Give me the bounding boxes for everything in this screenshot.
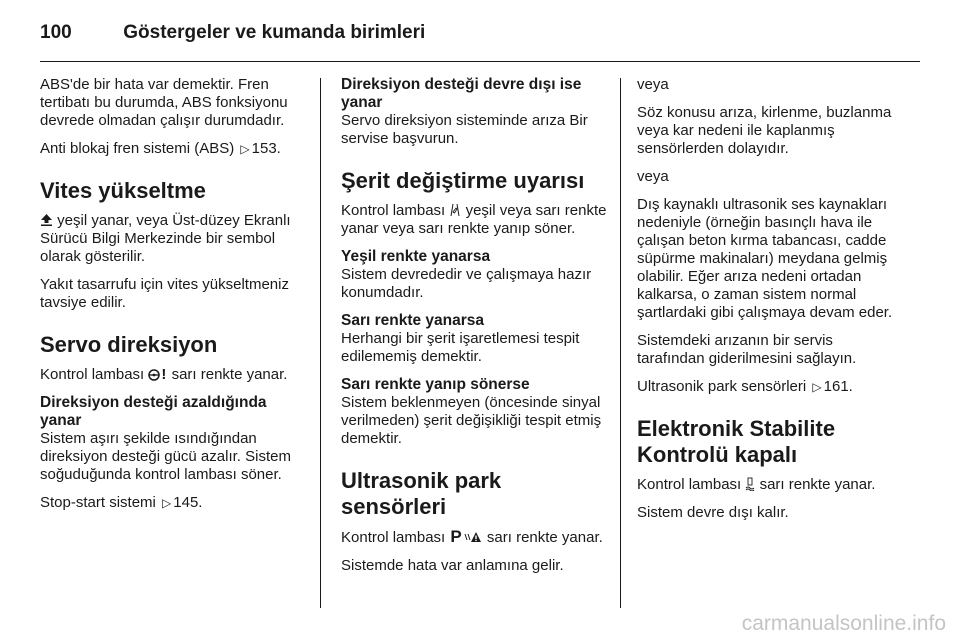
- heading-servo-direksiyon: Servo direksiyon: [40, 332, 218, 357]
- column-2: [341, 76, 609, 585]
- watermark: carmanualsonline.info: [741, 612, 946, 635]
- ultrasonik-reference: Ultrasonik park sensörleri ▷ 161.: [637, 378, 853, 395]
- reference-arrow-icon: ▷: [162, 496, 172, 510]
- servo-warning-symbol: !: [161, 366, 167, 383]
- vites-paragraph-1: yeşil yanar, veya Üst-düzey Ekranlı Sürücü Bilgi Merkezinde bir sembol olarak gösterilir.: [40, 212, 291, 265]
- park-sensor-letter: P: [450, 527, 462, 546]
- kirlenme-paragraph: Söz konusu arıza, kirlenme, buzlanma veya kar nedeni ile kaplanmış sensörlerden dolayıdır.: [637, 104, 892, 157]
- stop-start-reference: Stop-start sistemi ▷ 145.: [40, 494, 203, 511]
- steering-wheel-icon: [148, 369, 160, 381]
- yanip-paragraph: Sistem beklenmeyen (öncesinde sinyal verilmeden) şerit değişikliği tespit etmiş demektir.: [341, 394, 602, 447]
- page-title: Göstergeler ve kumanda birimleri: [123, 22, 426, 43]
- column-divider-1: [320, 78, 321, 608]
- abs-paragraph: ABS'de bir hata var demektir. Fren tertibatı bu durumda, ABS fonksiyonu devrede olmadan çalışır durumdadır.: [40, 76, 288, 129]
- devre-disi-paragraph: Servo direksiyon sisteminde arıza Bir servise başvurun.: [341, 112, 588, 147]
- lane-departure-icon: [449, 203, 461, 217]
- esc-paragraph-1: Kontrol lambası sarı renkte yanar.: [637, 476, 876, 493]
- esc-off-icon: [745, 477, 755, 491]
- heading-sari-yanip-sonerse: Sarı renkte yanıp sönerse: [341, 376, 530, 393]
- park-sensor-icon: [463, 530, 483, 544]
- yesil-paragraph: Sistem devrededir ve çalışmaya hazır konumdadır.: [341, 266, 592, 301]
- ultra-paragraph-2: Sistemde hata var anlamına gelir.: [341, 557, 564, 574]
- page-number: 100: [40, 22, 72, 43]
- dis-kaynak-paragraph: Dış kaynaklı ultrasonik ses kaynakları nedeniyle (örneğin basınçlı hava ile çalışan beton kırma tabancası, cadde süpürme makinaları) meydana gelmiş olabilir. Eğer arıza nedeni ortadan kalkarsa, o zaman sistem normal şartlardaki gibi çalışmaya devam eder.: [637, 196, 893, 321]
- reference-arrow-icon: ▷: [812, 380, 822, 394]
- column-3: [637, 76, 902, 532]
- esc-paragraph-2: Sistem devre dışı kalır.: [637, 504, 789, 521]
- heading-serit-degistirme: Şerit değiştirme uyarısı: [341, 168, 585, 193]
- abs-reference: Anti blokaj fren sistemi (ABS) ▷ 153.: [40, 140, 281, 157]
- veya-1: veya: [637, 76, 669, 93]
- servis-paragraph: Sistemdeki arızanın bir servis tarafından giderilmesini sağlayın.: [637, 332, 857, 367]
- column-1: [40, 76, 308, 522]
- upshift-arrow-icon: [40, 213, 53, 227]
- heading-ultrasonik-park: Ultrasonik park sensörleri: [341, 468, 502, 519]
- veya-2: veya: [637, 168, 669, 185]
- azaldi-paragraph: Sistem aşırı şekilde ısındığından direksiyon desteği gücü azalır. Sistem soğuduğunda kontrol lambası söner.: [40, 430, 291, 483]
- heading-destek-azaldi: Direksiyon desteği azaldığında yanar: [40, 394, 267, 429]
- reference-arrow-icon: ▷: [240, 142, 250, 156]
- sari-paragraph: Herhangi bir şerit işaretlemesi tespit edilememiş demektir.: [341, 330, 580, 365]
- heading-destek-devre-disi: Direksiyon desteği devre dışı ise yanar: [341, 76, 582, 111]
- vites-paragraph-2: Yakıt tasarrufu için vites yükseltmeniz tavsiye edilir.: [40, 276, 289, 311]
- abs-page-link[interactable]: 153.: [251, 140, 281, 157]
- heading-esc-kapali: Elektronik Stabilite Kontrolü kapalı: [637, 416, 836, 467]
- header-divider: [40, 61, 920, 62]
- page-header: [40, 18, 920, 48]
- servo-paragraph: Kontrol lambası ! sarı renkte yanar.: [40, 366, 288, 383]
- column-divider-2: [620, 78, 621, 608]
- heading-vites-yukseltme: Vites yükseltme: [40, 178, 206, 203]
- heading-yesil-renkte: Yeşil renkte yanarsa: [341, 248, 491, 265]
- heading-sari-renkte: Sarı renkte yanarsa: [341, 312, 485, 329]
- stop-start-page-link[interactable]: 145.: [173, 494, 203, 511]
- serit-paragraph: Kontrol lambası yeşil veya sarı renkte yanar veya sarı renkte yanıp söner.: [341, 202, 607, 237]
- ultrasonik-page-link[interactable]: 161.: [823, 378, 853, 395]
- ultra-paragraph-1: Kontrol lambası P sarı renkte yanar.: [341, 527, 603, 546]
